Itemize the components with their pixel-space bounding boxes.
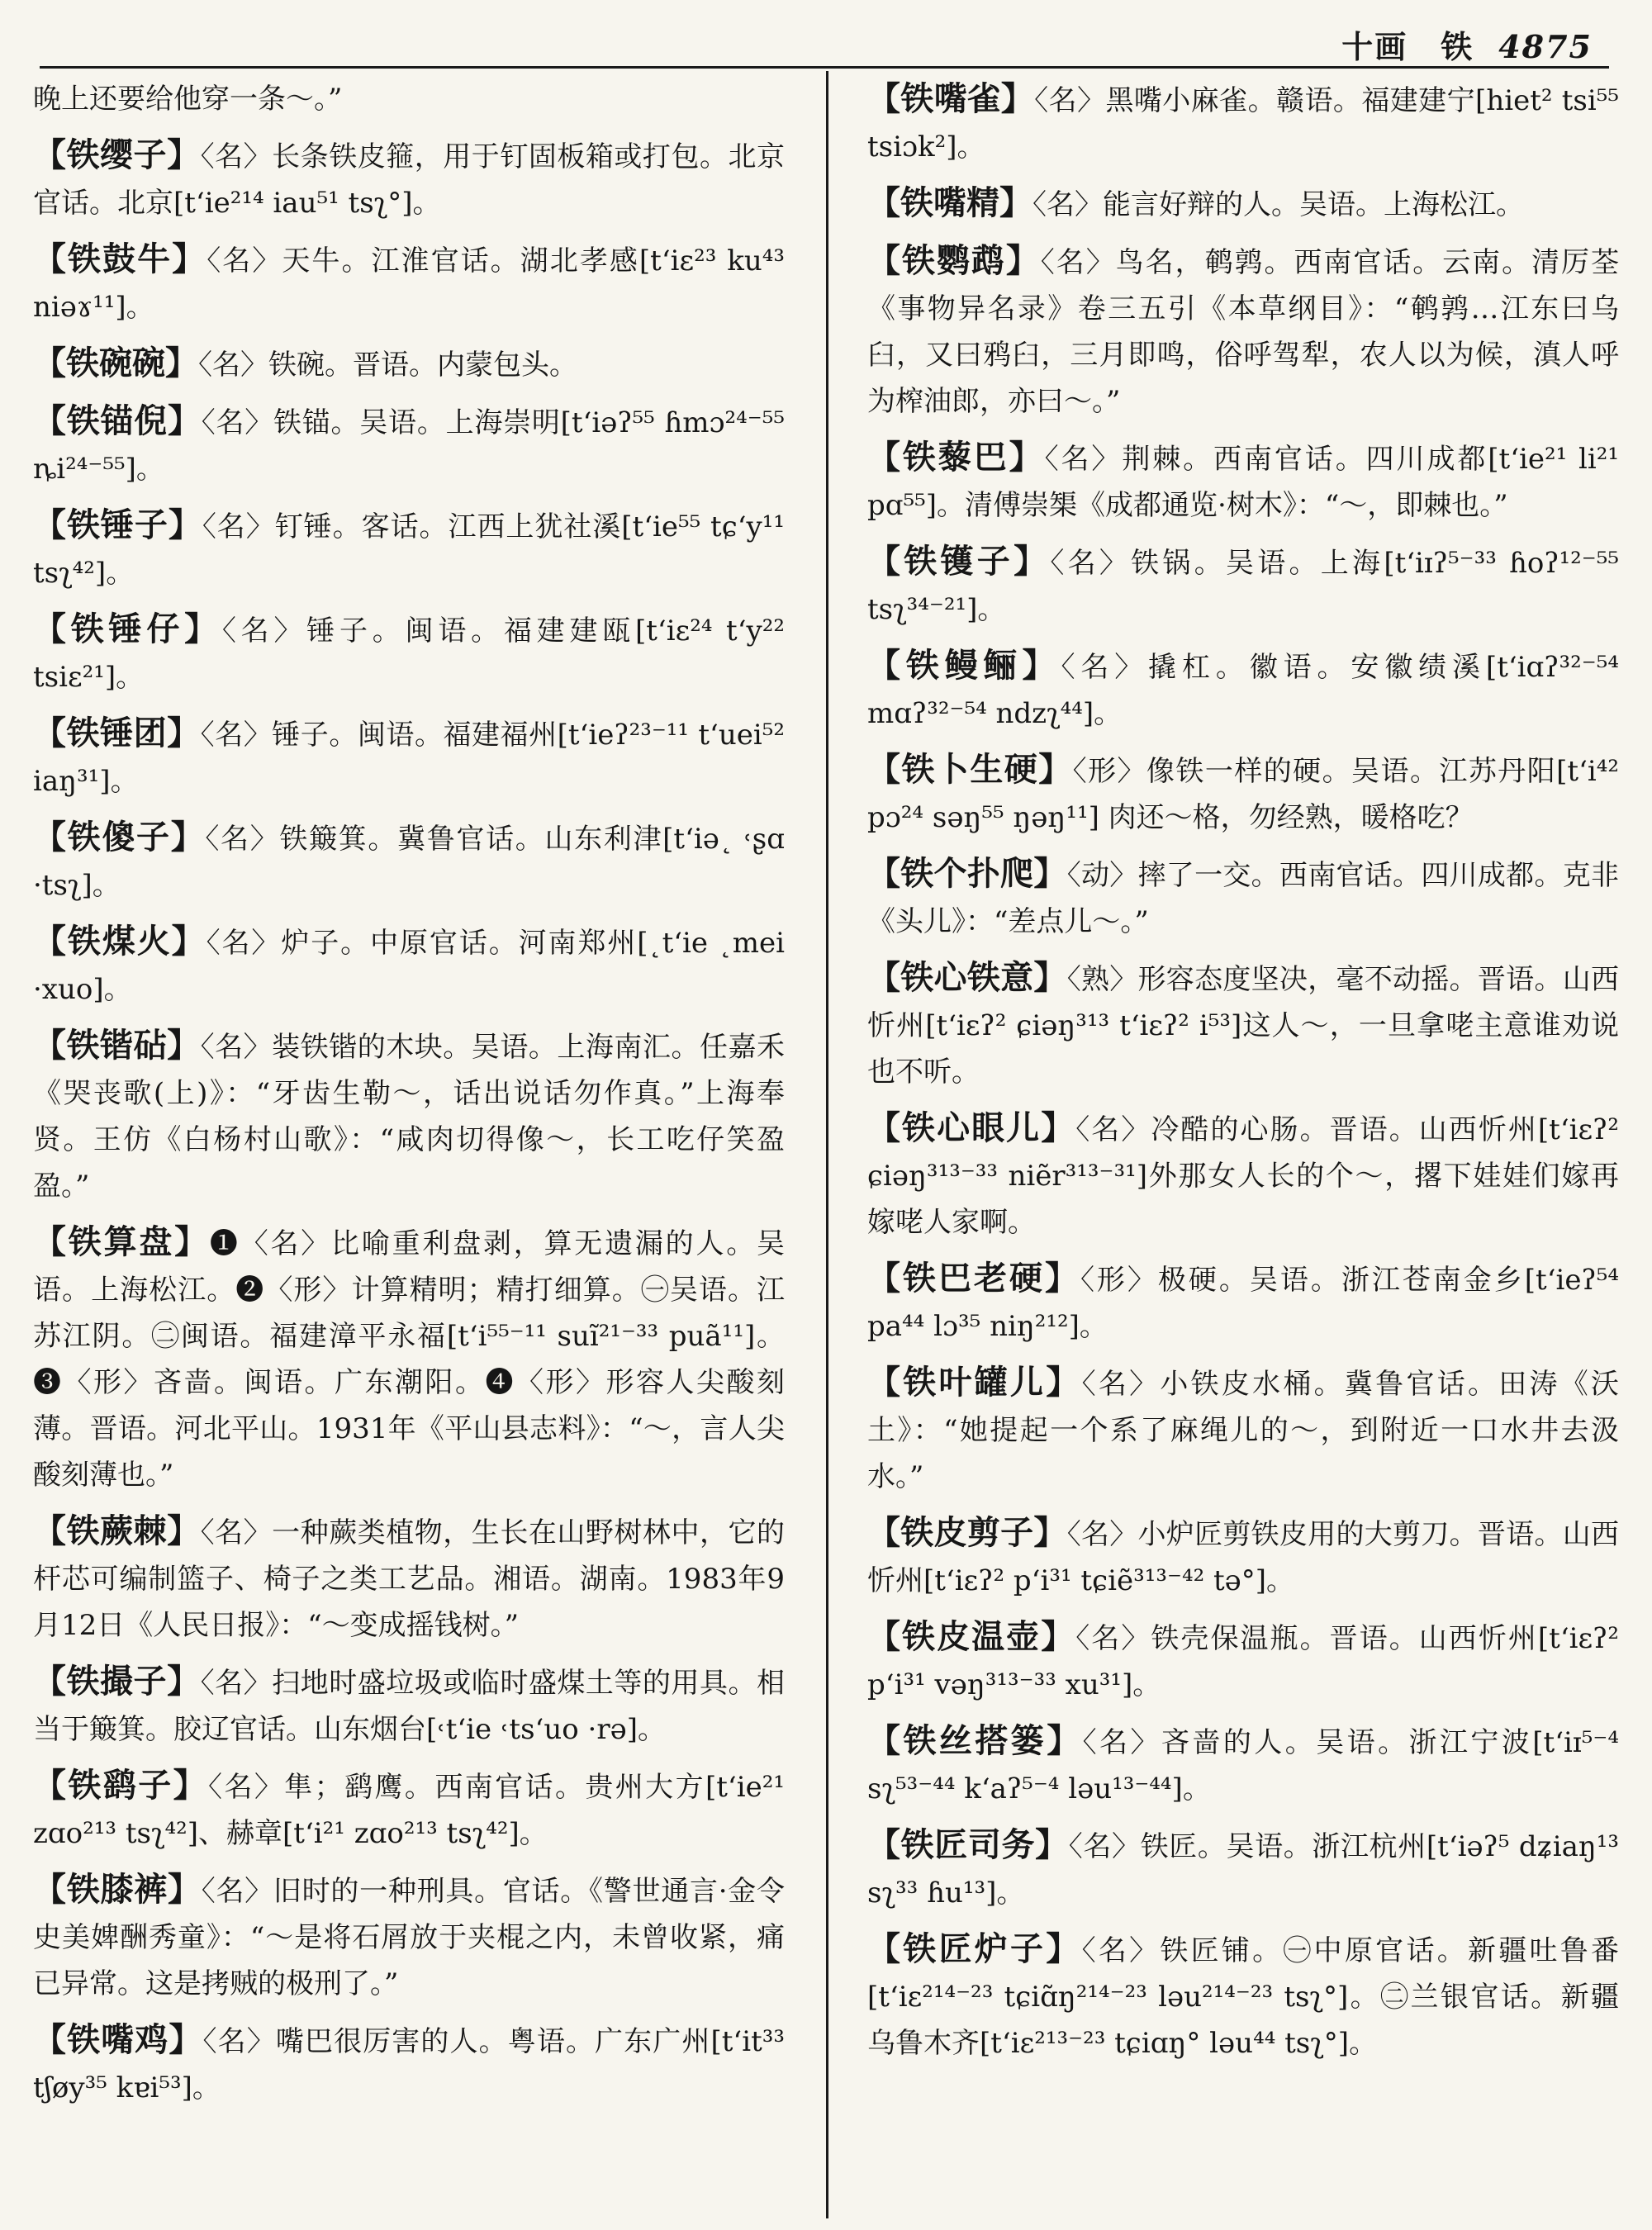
headword: 【铁匠司务】 <box>867 1825 1069 1864</box>
entry <box>33 1867 785 2007</box>
headword: 【铁藜巴】 <box>867 438 1045 477</box>
entry <box>867 1105 1619 1245</box>
header-rule <box>40 66 1609 69</box>
headword: 【铁匠炉子】 <box>867 1929 1082 1968</box>
definition: 〈名〉吝啬的人。吴语。浙江宁波[tʻiɪ⁵⁻⁴ sʅ⁵³⁻⁴⁴ kʻaʔ⁵⁻⁴ ləu¹³⁻⁴⁴]。 <box>867 1726 1619 1805</box>
headword: 【铁蕨棘】 <box>33 1511 201 1550</box>
entry <box>867 1822 1619 1916</box>
headword: 【铁嘴鸡】 <box>33 2020 203 2059</box>
definition: 〈名〉铁碗。晋语。内蒙包头。 <box>198 349 577 382</box>
definition: 〈名〉嘴巴很厉害的人。粤语。广东广州[tʻit³³ tʃøy³⁵ kɐi⁵³]。 <box>33 2025 786 2104</box>
entry <box>33 398 785 492</box>
definition: 〈名〉铁匠铺。㊀中原官话。新疆吐鲁番[tʻiɛ²¹⁴⁻²³ tɕiɑ̃ŋ²¹⁴⁻²³ ləu²¹⁴⁻²³ tsʅ°]。㊁兰银官话。新疆乌鲁木齐[tʻiɛ²¹³⁻²³ tɕiɑŋ° ləu⁴⁴ tsʅ°]。 <box>867 1934 1620 2060</box>
entry <box>867 1718 1619 1812</box>
headword: 【铁锴砧】 <box>33 1026 201 1065</box>
headword: 【铁心铁意】 <box>867 958 1067 997</box>
section-label: 十画 铁 <box>1341 28 1474 65</box>
entry <box>33 814 785 909</box>
headword: 【铁鼓牛】 <box>33 240 207 278</box>
entry <box>33 1219 785 1498</box>
headword: 【铁鳗鲡】 <box>867 646 1061 685</box>
definition: 〈名〉鸟名，鹌鹑。西南官话。云南。清厉荃《事物异名录》卷三五引《本草纲目》：“鹌鹑…江东曰乌臼，又曰鸦臼，三月即鸣，俗呼驾犁，农人以为候，滇人呼为榨油郎，亦曰～。” <box>867 246 1620 418</box>
definition: 〈名〉铁簸箕。冀鲁官话。山东利津[tʻiə˛ ˓ʂɑ ·tsʅ]。 <box>33 823 786 902</box>
entry <box>867 747 1619 841</box>
headword: 【铁嘴雀】 <box>867 79 1035 118</box>
definition: 〈名〉能言好辩的人。吴语。上海松江。 <box>1032 188 1524 221</box>
headword: 【铁煤火】 <box>33 922 206 961</box>
definition: 〈名〉长条铁皮箍，用于钉固板箱或打包。北京官话。北京[tʻie²¹⁴ iau⁵¹ tsʅ°]。 <box>33 140 786 220</box>
continuation-text: 晚上还要给他穿一条～。” <box>33 83 343 116</box>
definition: 〈名〉炉子。中原官话。河南郑州[˛tʻie ˛mei ·xuo]。 <box>33 927 785 1006</box>
headword: 【铁丝搭篓】 <box>867 1721 1083 1760</box>
headword: 【铁嘴精】 <box>867 183 1032 222</box>
headword: 【铁鹞子】 <box>33 1766 209 1805</box>
headword: 【铁卜生硬】 <box>867 750 1073 789</box>
entry <box>33 502 785 596</box>
headword: 【铁叶罐儿】 <box>867 1363 1082 1402</box>
right-entries <box>867 76 1619 2066</box>
entry <box>867 1614 1619 1708</box>
definition: 〈名〉旧时的一种刑具。官话。《警世通言·金令史美婢酬秀童》：“～是将石屑放于夹棍之内，未曾收紧，痛已异常。这是拷贼的极刑了。” <box>33 1875 786 2000</box>
headword: 【铁傻子】 <box>33 818 206 856</box>
entry <box>33 2017 785 2111</box>
entry <box>867 539 1619 633</box>
headword: 【铁皮温壶】 <box>867 1617 1076 1656</box>
headword: 【铁心眼儿】 <box>867 1108 1076 1147</box>
definition: 〈名〉装铁锴的木块。吴语。上海南汇。任嘉禾《哭丧歌(上)》：“牙齿生勒～，话出说话勿作真。”上海奉贤。王仿《白杨村山歌》：“咸肉切得像～，长工吃仔笑盈盈。” <box>33 1031 786 1203</box>
entry <box>33 1022 785 1209</box>
definition: 〈名〉天牛。江淮官话。湖北孝感[tʻiɛ²³ ku⁴³ niəɤ¹¹]。 <box>33 244 785 324</box>
definition: 〈名〉钉锤。客话。江西上犹社溪[tʻie⁵⁵ tɕʻy¹¹ tsʅ⁴²]。 <box>33 510 786 590</box>
entry <box>867 955 1619 1095</box>
definition: 〈名〉锤子。闽语。福建建瓯[tʻiɛ²⁴ tʻy²² tsiɛ²¹]。 <box>33 614 785 694</box>
definition: 〈名〉黑嘴小麻雀。赣语。福建建宁[hiet² tsi⁵⁵ tsiɔk²]。 <box>867 84 1619 164</box>
entry <box>867 1926 1619 2066</box>
definition: 〈名〉荆棘。西南官话。四川成都[tʻie²¹ li²¹ pɑ⁵⁵]。清傅崇榘《成都通览·树木》：“～，即棘也。” <box>867 443 1620 522</box>
entry <box>33 1658 785 1753</box>
definition: 〈名〉隼；鹞鹰。西南官话。贵州大方[tʻie²¹ zɑo²¹³ tsʅ⁴²]、赫章[tʻi²¹ zɑo²¹³ tsʅ⁴²]。 <box>33 1771 785 1850</box>
left-column <box>33 76 785 2121</box>
headword: 【铁算盘】 <box>33 1222 210 1261</box>
definition: 〈熟〉形容态度坚决，毫不动摇。晋语。山西忻州[tʻiɛʔ² ɕiəŋ³¹³ tʻiɛʔ² i⁵³]这人～，一旦拿咾主意谁劝说也不听。 <box>867 963 1620 1089</box>
definition: 〈形〉极硬。吴语。浙江苍南金乡[tʻieʔ⁵⁴ pa⁴⁴ lɔ³⁵ niŋ²¹²]。 <box>867 1264 1619 1343</box>
definition: 〈名〉铁壳保温瓶。晋语。山西忻州[tʻiɛʔ² pʻi³¹ vəŋ³¹³⁻³³ xu³¹]。 <box>867 1622 1619 1701</box>
entry <box>33 236 785 330</box>
entry <box>33 710 785 804</box>
definition: 〈名〉扫地时盛垃圾或临时盛煤土等的用具。相当于簸箕。胶辽官话。山东烟台[˓tʻie ˓tsʻuo ·rə]。 <box>33 1667 786 1746</box>
definition: 〈名〉小铁皮水桶。冀鲁官话。田涛《沃土》：“她提起一个系了麻绳儿的～，到附近一口水井去汲水。” <box>867 1368 1620 1493</box>
headword: 【铁锤子】 <box>33 505 202 544</box>
definition: 〈名〉冷酷的心肠。晋语。山西忻州[tʻiɛʔ² ɕiəŋ³¹³⁻³³ niẽr³¹³⁻³¹]外那女人长的个～，撂下娃娃们嫁再嫁咾人家啊。 <box>867 1113 1619 1239</box>
entry <box>867 238 1619 425</box>
definition: 〈名〉撬杠。徽语。安徽绩溪[tʻiɑʔ³²⁻⁵⁴ mɑʔ³²⁻⁵⁴ ndzʅ⁴⁴]。 <box>867 651 1620 730</box>
entry <box>33 1508 785 1649</box>
headword: 【铁鹦鹉】 <box>867 241 1041 280</box>
headword: 【铁膝裤】 <box>33 1870 202 1909</box>
definition: 〈名〉铁匠。吴语。浙江杭州[tʻiəʔ⁵ dʑiaŋ¹³ sʅ³³ ɦu¹³]。 <box>867 1830 1619 1910</box>
entry <box>33 1763 785 1857</box>
headword: 【铁锚倪】 <box>33 401 202 440</box>
definition: 〈形〉像铁一样的硬。吴语。江苏丹阳[tʻi⁴² pɔ²⁴ səŋ⁵⁵ ŋəŋ¹¹] 肉还～格，勿经熟，暖格吃？ <box>867 755 1620 834</box>
definition: 〈名〉铁锅。吴语。上海[tʻiɪʔ⁵⁻³³ ɦoʔ¹²⁻⁵⁵ tsʅ³⁴⁻²¹]。 <box>867 547 1620 626</box>
entry <box>867 643 1619 737</box>
page-number: 4875 <box>1498 28 1593 65</box>
entry <box>867 434 1619 529</box>
headword: 【铁撮子】 <box>33 1662 201 1701</box>
headword: 【铁锤团】 <box>33 714 201 752</box>
headword: 【铁个扑爬】 <box>867 854 1067 893</box>
running-head <box>1341 21 1593 67</box>
column-divider <box>826 71 828 2218</box>
entry <box>33 918 785 1013</box>
headword: 【铁锤仔】 <box>33 610 222 648</box>
entry <box>867 1510 1619 1604</box>
definition: 〈名〉一种蕨类植物，生长在山野树林中，它的杆芯可编制篮子、椅子之类工艺品。湘语。湖南。1983年9月12日《人民日报》：“～变成摇钱树。” <box>33 1516 786 1642</box>
headword: 【铁碗碗】 <box>33 344 198 382</box>
headword: 【铁皮剪子】 <box>867 1513 1067 1552</box>
entry <box>867 851 1619 945</box>
entry <box>867 180 1619 228</box>
entry <box>33 606 785 700</box>
definition: 〈名〉锤子。闽语。福建福州[tʻieʔ²³⁻¹¹ tʻuei⁵² iaŋ³¹]。 <box>33 719 785 798</box>
entry <box>867 1255 1619 1350</box>
definition: ❶〈名〉比喻重利盘剥，算无遗漏的人。吴语。上海松江。❷〈形〉计算精明；精打细算。㊀吴语。江苏江阴。㊁闽语。福建漳平永福[tʻi⁵⁵⁻¹¹ suĩ²¹⁻³³ puã¹¹]。❸〈形〉吝啬。闽语。广东潮阳。❹〈形〉形容人尖酸刻薄。晋语。河北平山。1931年《平山县志料》：“～，言人尖酸刻薄也。” <box>33 1227 786 1492</box>
definition: 〈名〉小炉匠剪铁皮用的大剪刀。晋语。山西忻州[tʻiɛʔ² pʻi³¹ tɕiẽ³¹³⁻⁴² tə°]。 <box>867 1518 1620 1597</box>
left-entries <box>33 132 785 2111</box>
entry <box>867 76 1619 170</box>
entry <box>33 340 785 388</box>
headword: 【铁镬子】 <box>867 542 1051 581</box>
definition: 〈名〉铁锚。吴语。上海崇明[tʻiəʔ⁵⁵ ɦmɔ²⁴⁻⁵⁵ ȵi²⁴⁻⁵⁵]。 <box>33 406 786 486</box>
headword: 【铁巴老硬】 <box>867 1259 1080 1298</box>
entry <box>867 1359 1619 1500</box>
definition: 〈动〉摔了一交。西南官话。四川成都。克非《头儿》：“差点儿～。” <box>867 859 1620 938</box>
headword: 【铁缨子】 <box>33 135 201 174</box>
right-column <box>867 76 1619 2076</box>
entry <box>33 132 785 226</box>
